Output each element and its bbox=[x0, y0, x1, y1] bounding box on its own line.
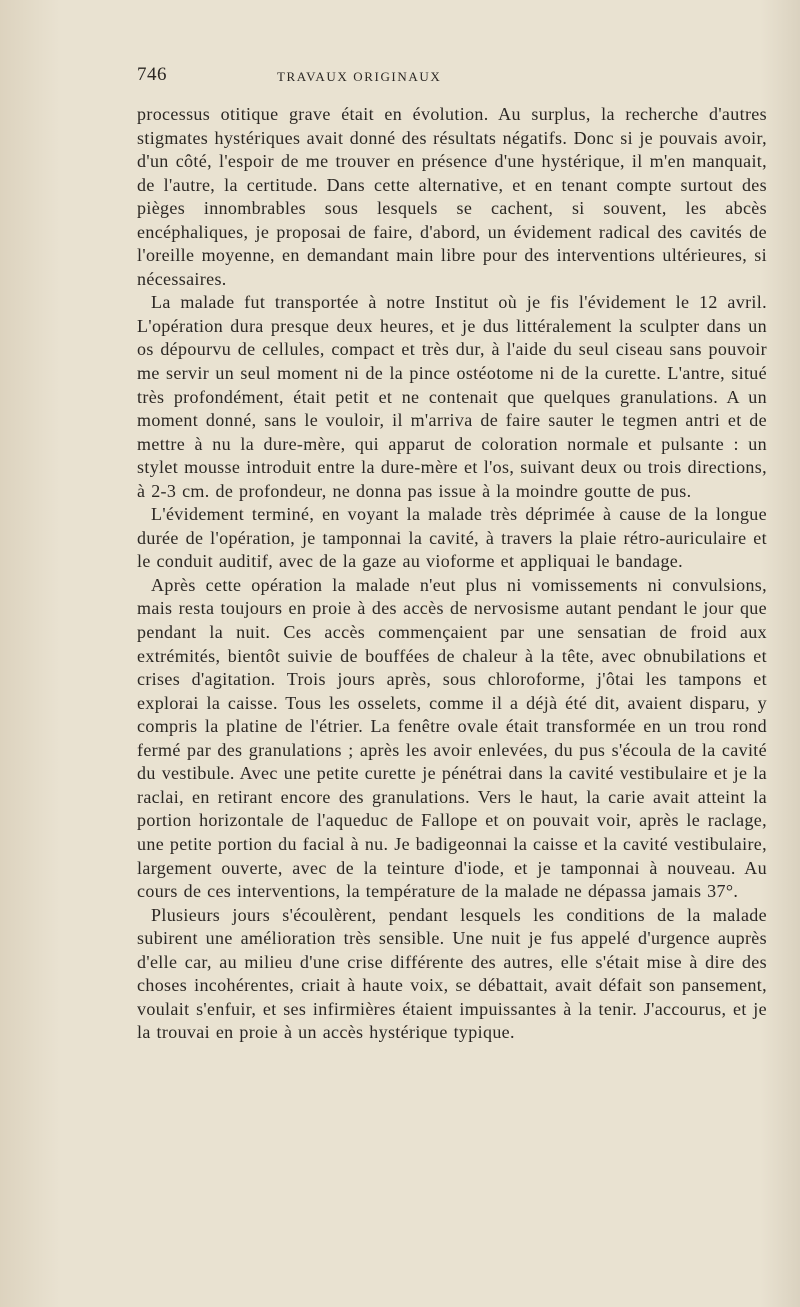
paragraph-5: Plusieurs jours s'écoulèrent, pendant lesquels les conditions de la malade subirent une amélioration très sensible. Une nuit je fus appelé d'urgence auprès d'elle car, au milieu d'une crise différente des autres, elle s'était mise à dire des choses incohérentes, criait à haute voix, se débattait, avait défait son pansement, voulait s'enfuir, et ses infirmières étaient impuissantes à la tenir. J'accourus, et je la trouvai en proie à un accès hystérique typique. bbox=[137, 904, 767, 1043]
paragraph-2: La malade fut transportée à notre Institut où je fis l'évidement le 12 avril. L'opération dura presque deux heures, et je dus littéralement la sculpter dans un os dépourvu de cellules, compact et très dur, à l'aide du seul ciseau sans pouvoir me servir un seul moment ni de la pince ostéotome ni de la curette. L'antre, situé très profondément, était petit et ne contenait que quelques granulations. A un moment donné, sans le vouloir, il m'arriva de faire sauter le tegmen antri et de mettre à nu la dure-mère, qui apparut de coloration normale et pulsante : un stylet mousse introduit entre la dure-mère et l'os, suivant deux ou trois directions, à 2-3 cm. de profondeur, ne donna pas issue à la moindre goutte de pus. bbox=[137, 292, 767, 501]
body-text bbox=[137, 103, 767, 1045]
page-number: 746 bbox=[137, 64, 167, 85]
paragraph-3: L'évidement terminé, en voyant la malade très déprimée à cause de la longue durée de l'opération, je tamponnai la cavité, à travers la plaie rétro-auriculaire et le conduit auditif, avec de la gaze au vioforme et appliquai le bandage. bbox=[137, 504, 767, 572]
paragraph-4: Après cette opération la malade n'eut plus ni vomissements ni convulsions, mais resta toujours en proie à des accès de nervosisme autant pendant le jour que pendant la nuit. Ces accès commençaient par une sensatian de froid aux extrémités, bientôt suivie de bouffées de chaleur à la tête, avec obnubilations et crises d'agitation. Trois jours après, sous chloroforme, j'ôtai les tampons et explorai la caisse. Tous les osselets, comme il a déjà été dit, avaient disparu, y compris la platine de l'étrier. La fenêtre ovale était transformée en un trou rond fermé par des granulations ; après les avoir enlevées, du pus s'écoula de la cavité du vestibule. Avec une petite curette je pénétrai dans la cavité vestibulaire et je la raclai, en retirant encore des granulations. Vers le haut, la carie avait atteint la portion horizontale de l'aqueduc de Fallope et on pouvait voir, après le raclage, une petite portion du facial à nu. Je badigeonnai la caisse et la cavité vestibulaire, largement ouverte, avec de la teinture d'iode, et je tamponnai à nouveau. Au cours de ces interventions, la température de la malade ne dépassa jamais 37°. bbox=[137, 574, 767, 902]
page-header bbox=[137, 64, 767, 90]
running-title: TRAVAUX ORIGINAUX bbox=[277, 69, 442, 84]
paragraph-1: processus otitique grave était en évolution. Au surplus, la recherche d'autres stigmates hystériques avait donné des résultats négatifs. Donc si je pouvais avoir, d'un côté, l'espoir de me trouver en présence d'une hystérique, il m'en manquait, de l'autre, la certitude. Dans cette alternative, et en tenant compte surtout des pièges innombrables sous lesquels se cachent, si souvent, les abcès encéphaliques, je proposai de faire, d'abord, un évidement radical des cavités de l'oreille moyenne, en demandant main libre pour des interventions ultérieures, si nécessaires. bbox=[137, 104, 767, 289]
